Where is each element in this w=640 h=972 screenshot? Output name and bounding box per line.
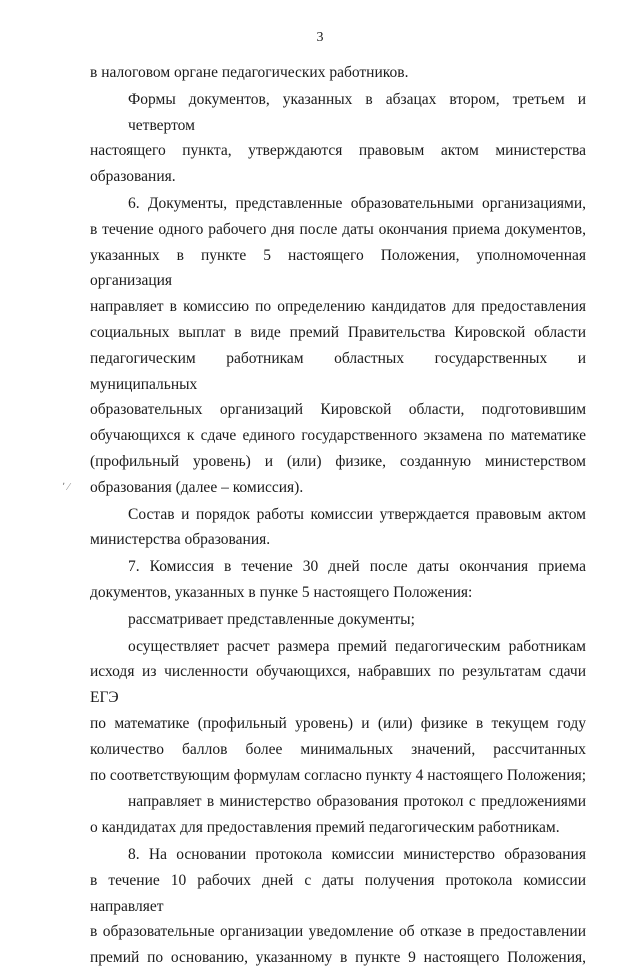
text-line: документов, указанных в пунке 5 настоящего Положения: [90,583,473,601]
text-line: рассматривает представленные документы; [128,610,415,628]
text-line: образования (далее – комиссия). [90,478,304,496]
paragraph [90,842,586,971]
text-line: (профильный уровень) и (или) физике, созданную министерством [90,452,586,470]
paragraph [90,607,586,633]
text-line: министерства образования. [90,531,271,549]
text-line: по математике (профильный уровень) и (или) физике в текущем году [90,714,586,732]
document-body [90,60,586,972]
paragraph [90,789,586,841]
text-line: образовательных организаций Кировской области, подготовившим [90,401,586,419]
paragraph [90,554,586,606]
text-line: социальных выплат в виде премий Правительства Кировской области [90,323,586,341]
text-line: обучающихся к сдаче единого государственного экзамена по математике [90,427,586,445]
page-number: 3 [316,30,324,45]
text-line: настоящего пункта, утверждаются правовым актом министерства [90,142,586,160]
text-line: в течение одного рабочего дня после даты окончания приема документов, [90,220,586,238]
paragraph [90,87,586,190]
paragraph [90,191,586,501]
text-line: о кандидатах для предоставления премий педагогическим работникам. [90,819,560,837]
text-line: направляет в министерство образования протокол с предложениями [128,793,586,811]
paragraph [90,634,586,789]
scan-mark: ٬ ⁄ [62,482,70,493]
text-line: осуществляет расчет размера премий педагогическим работникам [128,637,586,655]
text-line: указанных в пункте 5 настоящего Положения, уполномоченная организация [90,246,586,290]
text-line: исходя из численности обучающихся, набравших по результатам сдачи ЕГЭ [90,663,586,707]
text-line: 6. Документы, представленные образовательными организациями, [128,194,586,212]
text-line: в течение 10 рабочих дней с даты получения протокола комиссии направляет [90,871,586,915]
text-line: Состав и порядок работы комиссии утверждается правовым актом [128,505,586,523]
text-line: по соответствующим формулам согласно пункту 4 настоящего Положения; [90,766,587,784]
text-line: 8. На основании протокола комиссии министерство образования [128,845,586,863]
text-line: количество баллов более минимальных значений, рассчитанных [90,740,586,758]
text-line: педагогическим работникам областных государственных и муниципальных [90,349,586,393]
text-line: в образовательные организации уведомление об отказе в предоставлении [90,923,586,941]
text-line: направляет в комиссию по определению кандидатов для предоставления [90,298,586,316]
text-line: 7. Комиссия в течение 30 дней после даты окончания приема [128,558,586,576]
text-line: Формы документов, указанных в абзацах втором, третьем и четвертом [128,90,586,134]
text-line: образования. [90,168,176,186]
text-line: премий по основанию, указанному в пункте 9 настоящего Положения, [90,949,586,967]
text-line: в налоговом органе педагогических работников. [90,64,409,81]
paragraph [90,502,586,554]
paragraph [90,60,586,86]
